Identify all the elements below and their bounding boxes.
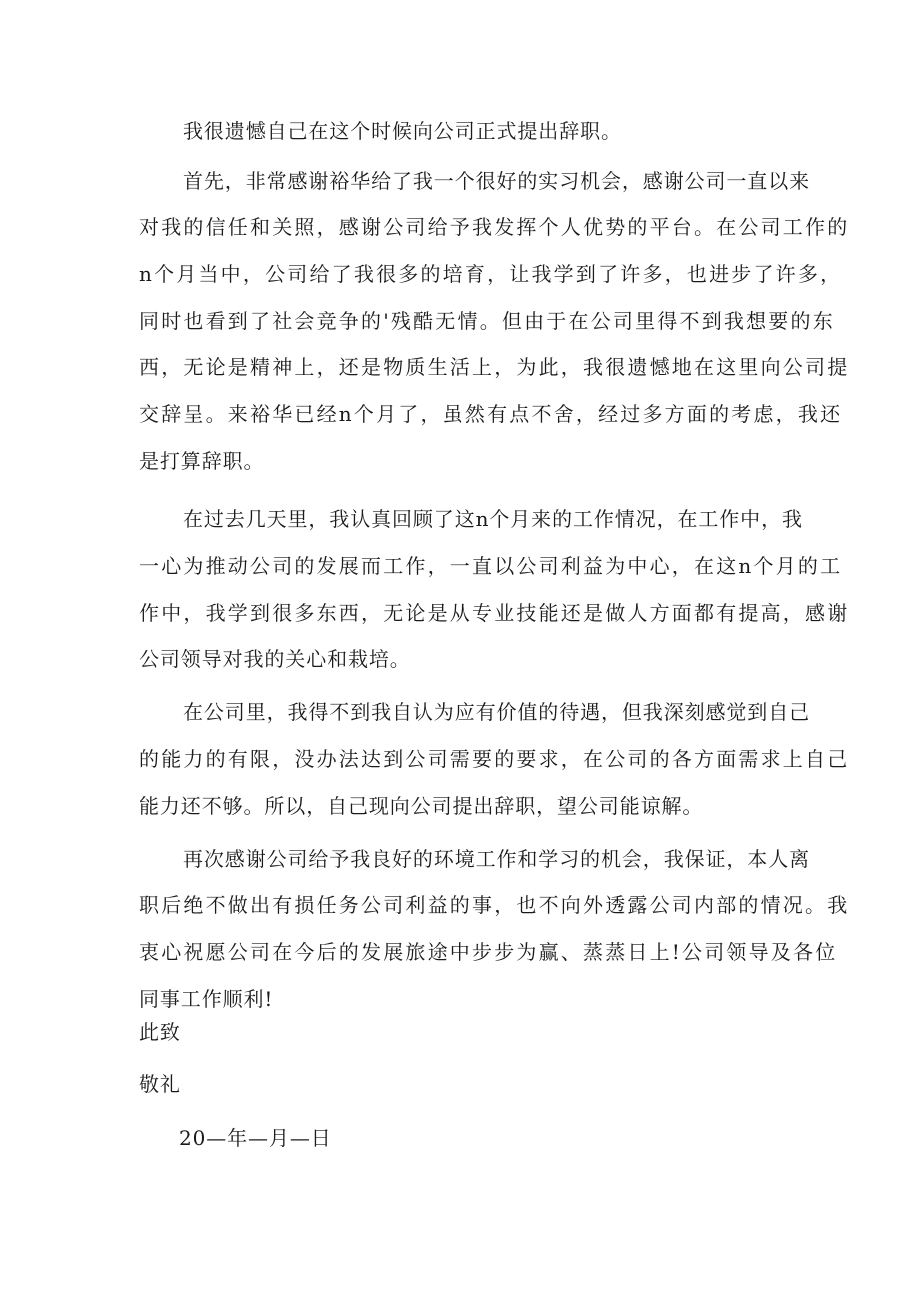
paragraph-thanks-line-4: 同时也看到了社会竞争的'残酷无情。但由于在公司里得不到我想要的东	[139, 309, 835, 333]
paragraph-wishes-line-3: 衷心祝愿公司在今后的发展旅途中步步为赢、蒸蒸日上!公司领导及各位	[139, 940, 838, 964]
paragraph-review-line-3: 作中，我学到很多东西，无论是从专业技能还是做人方面都有提高，感谢	[139, 601, 850, 625]
paragraph-wishes-line-1: 再次感谢公司给予我良好的环境工作和学习的机会，我保证，本人离	[183, 847, 810, 871]
paragraph-reason-line-3: 能力还不够。所以，自己现向公司提出辞职，望公司能谅解。	[139, 794, 704, 818]
paragraph-thanks-line-7: 是打算辞职。	[139, 449, 265, 473]
paragraph-review-line-4: 公司领导对我的关心和栽培。	[139, 647, 411, 671]
paragraph-wishes-line-2: 职后绝不做出有损任务公司利益的事，也不向外透露公司内部的情况。我	[139, 893, 850, 917]
date-line: 20—年—月—日	[179, 1126, 332, 1150]
closing-salutation: 此致	[139, 1020, 181, 1044]
paragraph-thanks-line-3: n个月当中，公司给了我很多的培育，让我学到了许多，也进步了许多，	[139, 262, 843, 286]
paragraph-reason-line-1: 在公司里，我得不到我自认为应有价值的待遇，但我深刻感觉到自己	[183, 700, 810, 724]
closing-regards: 敬礼	[139, 1072, 181, 1096]
paragraph-opening: 我很遗憾自己在这个时候向公司正式提出辞职。	[183, 119, 622, 143]
paragraph-review-line-2: 一心为推动公司的发展而工作，一直以公司利益为中心，在这n个月的工	[139, 554, 843, 578]
paragraph-thanks-line-6: 交辞呈。来裕华已经n个月了，虽然有点不舍，经过多方面的考虑，我还	[139, 402, 843, 426]
paragraph-thanks-line-2: 对我的信任和关照，感谢公司给予我发挥个人优势的平台。在公司工作的	[139, 215, 850, 239]
paragraph-thanks-line-1: 首先，非常感谢裕华给了我一个很好的实习机会，感谢公司一直以来	[183, 169, 810, 193]
paragraph-reason-line-2: 的能力的有限，没办法达到公司需要的要求，在公司的各方面需求上自己	[139, 747, 850, 771]
paragraph-thanks-line-5: 西，无论是精神上，还是物质生活上，为此，我很遗憾地在这里向公司提	[139, 355, 850, 379]
paragraph-wishes-line-4: 同事工作顺利!	[139, 987, 274, 1011]
paragraph-review-line-1: 在过去几天里，我认真回顾了这n个月来的工作情况，在工作中，我	[183, 507, 803, 531]
